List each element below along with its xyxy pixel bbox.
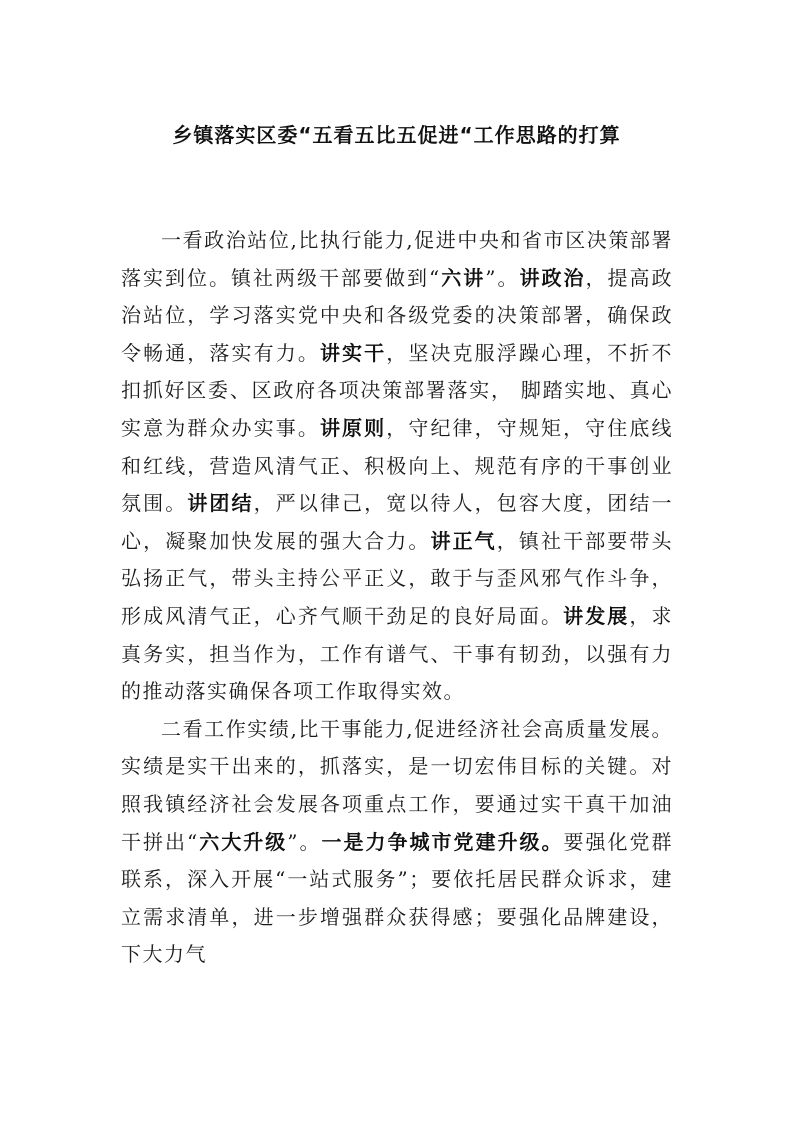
bold-phrase: 一是力争城市党建升级。 bbox=[321, 829, 564, 854]
bold-phrase: 六大升级 bbox=[198, 829, 288, 854]
bold-phrase: 讲正气 bbox=[430, 528, 497, 553]
paragraph-text: 要强化党群联系，深入开展“一站式服务”；要依托居民群众诉求，建立需求清单，进一步增强群众获得感；要强化品牌建设，下大力气 bbox=[121, 829, 674, 967]
paragraph-text: 二看工作实绩,比干事能力,促进经济社会高质量发展。实绩是实干出来的，抓落实，是一切宏伟目标的关键。对照我镇经济社会发展各项重点工作，要通过实干真干加油干拼出“ bbox=[121, 716, 673, 854]
bold-phrase: 讲团结 bbox=[187, 491, 254, 516]
paragraph-text: ”。 bbox=[485, 265, 520, 290]
paragraph-text: ”。 bbox=[287, 829, 322, 854]
paragraph-text: ，严以律己，宽以待人，包容大度，团结一心，凝聚加快发展的强大合力。 bbox=[121, 491, 673, 553]
bold-phrase: 讲发展 bbox=[563, 603, 630, 628]
bold-phrase: 讲原则 bbox=[319, 415, 387, 440]
paragraph-text: ，求真务实，担当作为，工作有谱气、干事有韧劲，以强有力的推动落实确保各项工作取得实效。 bbox=[121, 603, 674, 704]
bold-phrase: 讲实干 bbox=[319, 340, 387, 365]
bold-phrase: 六讲 bbox=[440, 265, 486, 290]
document-body bbox=[121, 222, 673, 974]
paragraph-text: 一看政治站位,比执行能力,促进中央和省市区决策部署落实到位。镇社两级干部要做到“ bbox=[121, 228, 673, 290]
paragraph-text: ，守纪律，守规矩，守住底线和红线，营造风清气正、积极向上、规范有序的干事创业氛围。 bbox=[121, 415, 673, 516]
paragraph-text: ，提高政治站位，学习落实党中央和各级党委的决策部署，确保政令畅通，落实有力。 bbox=[121, 265, 674, 365]
paragraph-text: ，镇社干部要带头弘扬正气，带头主持公平正义，敢于与歪风邪气作斗争，形成风清气正，心齐气顺干劲足的良好局面。 bbox=[121, 528, 674, 628]
paragraph-2 bbox=[121, 711, 673, 974]
bold-phrase: 讲政治 bbox=[519, 265, 586, 290]
paragraph-1 bbox=[121, 222, 673, 711]
document-title: 乡镇落实区委“五看五比五促进“工作思路的打算 bbox=[172, 123, 621, 147]
paragraph-text: ，坚决克服浮躁心理，不折不扣抓好区委、区政府各项决策部署落实， 脚踏实地、真心实意为群众办实事。 bbox=[121, 340, 673, 440]
